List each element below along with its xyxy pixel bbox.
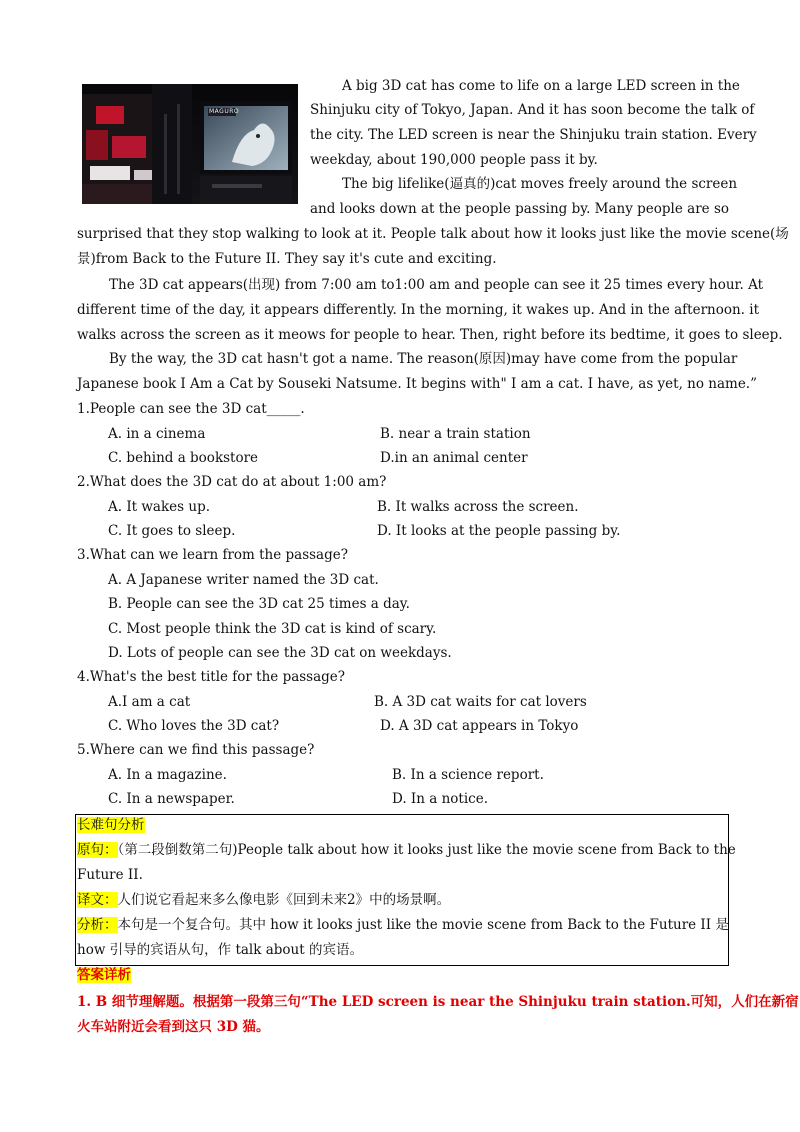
analysis-translation-line (77, 891, 723, 909)
question-5-option-d: D. In a notice. (392, 791, 488, 807)
answers-line-2: 火车站附近会看到这只 3D 猫。 (77, 1019, 270, 1035)
question-4-option-b: B. A 3D cat waits for cat lovers (374, 694, 587, 710)
question-3-stem: 3.What can we learn from the passage? (77, 547, 348, 563)
passage-p1-line-3: the city. The LED screen is near the Shinjuku train station. Every (310, 127, 757, 143)
question-2-option-c: C. It goes to sleep. (108, 523, 236, 539)
question-3-option-a: A. A Japanese writer named the 3D cat. (108, 572, 379, 588)
passage-p1-line-2: Shinjuku city of Tokyo, Japan. And it has soon become the talk of (310, 102, 755, 118)
passage-p2-line-4: 景)from Back to the Future II. They say it's cute and exciting. (77, 251, 497, 267)
passage-p2-line-2: and looks down at the people passing by. Many people are so (310, 201, 729, 217)
passage-p1-line-4: weekday, about 190,000 people pass it by. (310, 152, 598, 168)
analysis-analysis-line-2: how 引导的宾语从句，作 talk about 的宾语。 (77, 942, 363, 958)
analysis-analysis-label: 分析： (77, 917, 118, 933)
analysis-translation-text: 人们说它看起来多么像电影《回到未来2》中的场景啊。 (117, 892, 451, 908)
analysis-original-line-1 (77, 841, 736, 859)
question-1-option-c: C. behind a bookstore (108, 450, 259, 466)
passage-p3-line-1: The 3D cat appears(出现) from 7:00 am to1:00 am and people can see it 25 times every hour. At (109, 277, 764, 293)
passage-p1-line-1: A big 3D cat has come to life on a large LED screen in the (342, 78, 740, 94)
question-5-option-b: B. In a science report. (392, 767, 544, 783)
analysis-original-text-1: （第二段倒数第二句)People talk about how it looks just like the movie scene from Back to the (117, 842, 736, 858)
question-5-stem: 5.Where can we find this passage? (77, 742, 315, 758)
question-3-option-b: B. People can see the 3D cat 25 times a day. (108, 596, 410, 612)
billboard-photo (82, 84, 298, 204)
passage-p2-line-3: surprised that they stop walking to look at it. People talk about how it looks just like the movie scene(场 (77, 226, 789, 242)
question-5-option-a: A. In a magazine. (108, 767, 227, 783)
analysis-original-label: 原句： (77, 842, 118, 858)
question-1-option-b: B. near a train station (380, 426, 531, 442)
question-5-option-c: C. In a newspaper. (108, 791, 235, 807)
passage-p4-line-1: By the way, the 3D cat hasn't got a name. The reason(原因)may have come from the popular (109, 351, 738, 367)
answers-title-text: 答案详析 (77, 967, 131, 983)
analysis-translation-label: 译文： (77, 892, 118, 908)
passage-p2-line-1: The big lifelike(逼真的)cat moves freely around the screen (342, 176, 738, 192)
billboard-photo-image (82, 84, 298, 204)
question-3-option-c: C. Most people think the 3D cat is kind of scary. (108, 621, 437, 637)
question-2-stem: 2.What does the 3D cat do at about 1:00 am? (77, 474, 387, 490)
answers-line-1: 1. B 细节理解题。根据第一段第三句“The LED screen is near the Shinjuku train station.可知，人们在新宿 (77, 994, 799, 1010)
question-2-option-b: B. It walks across the screen. (377, 499, 579, 515)
question-4-stem: 4.What's the best title for the passage? (77, 669, 346, 685)
analysis-original-line-2: Future II. (77, 867, 143, 883)
analysis-title-text: 长难句分析 (77, 817, 145, 833)
question-4-option-a: A.I am a cat (108, 694, 191, 710)
passage-p4-line-2: Japanese book I Am a Cat by Souseki Natsume. It begins with" I am a cat. I have, as yet, no name.” (77, 376, 757, 392)
analysis-analysis-text-1: 本句是一个复合句。其中 how it looks just like the movie scene from Back to the Future II 是 (117, 917, 729, 933)
question-2-option-a: A. It wakes up. (108, 499, 211, 515)
question-2-option-d: D. It looks at the people passing by. (377, 523, 621, 539)
billboard-sign-text: MAGURO (209, 108, 240, 115)
question-3-option-d: D. Lots of people can see the 3D cat on weekdays. (108, 645, 452, 661)
answers-title (77, 966, 723, 984)
question-4-option-d: D. A 3D cat appears in Tokyo (380, 718, 579, 734)
question-1-option-d: D.in an animal center (380, 450, 528, 466)
question-4-option-c: C. Who loves the 3D cat? (108, 718, 280, 734)
analysis-analysis-line-1 (77, 916, 729, 934)
question-1-option-a: A. in a cinema (108, 426, 206, 442)
analysis-title (77, 816, 723, 834)
passage-p3-line-3: walks across the screen as it meows for people to hear. Then, right before its bedtime, it goes to sleep. (77, 327, 783, 343)
question-1-stem: 1.People can see the 3D cat_____. (77, 401, 305, 417)
passage-p3-line-2: different time of the day, it appears differently. In the morning, it wakes up. And in the afternoon. it (77, 302, 759, 318)
